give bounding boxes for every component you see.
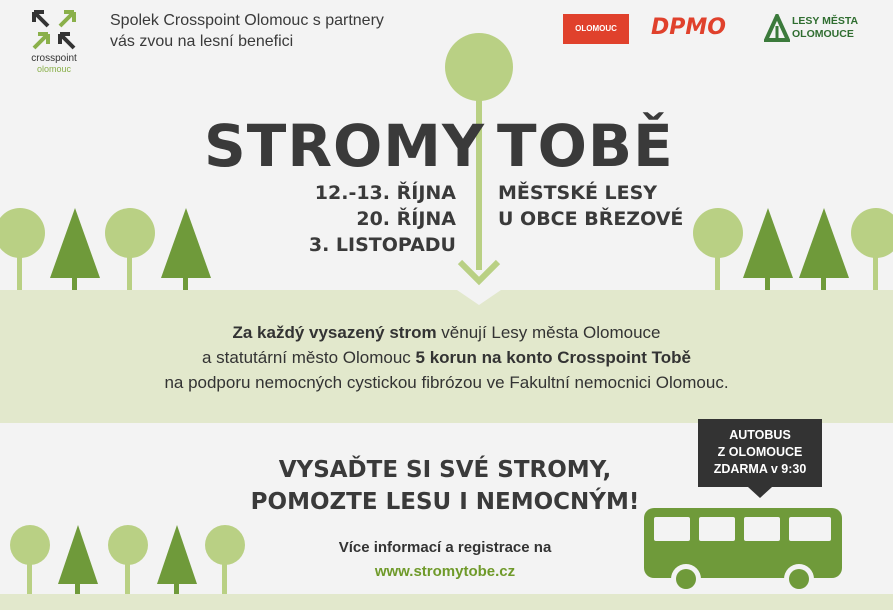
donation-bold2: 5 korun na konto Crosspoint Tobě [415,348,692,367]
website-link[interactable]: www.stromytobe.cz [374,563,516,580]
place-2: U OBCE BŘEZOVÉ [498,208,684,230]
donation-line2 [0,345,893,370]
crosspoint-logo [26,6,82,74]
crosspoint-arrows-icon [26,6,82,54]
dpmo-logo [651,15,726,40]
title-left: STROMY [204,112,486,180]
date-2: 20. ŘÍJNA [356,208,456,230]
bus-label [698,419,822,487]
cta-line1: VYSAĎTE SI SVÉ STROMY, [278,457,612,483]
date-1: 12.-13. ŘÍJNA [314,182,456,204]
dpmo-logo-label: DPMO [651,15,726,40]
lesy-line2: OLOMOUCE [792,28,854,40]
trees-upper-left [0,200,215,292]
lesy-logo [764,14,864,44]
intro-line1: Spolek Crosspoint Olomouc s partnery [110,12,384,29]
logo-sub: olomouc [36,64,72,74]
lesy-leaf-icon [764,14,790,42]
bus-line1: AUTOBUS [729,428,791,442]
olomouc-logo-label: OLOMOUC [575,24,617,33]
title-right: TOBĚ [497,112,674,180]
bus-line3: ZDARMA v 9:30 [713,462,807,476]
lesy-line1: LESY MĚSTA [792,15,859,27]
cta-line2: POMOZTE LESU I NEMOCNÝM! [250,489,640,515]
intro-line2: vás zvou na lesní benefici [110,33,294,50]
info-text: Více informací a registrace na [338,539,552,556]
info-block [260,536,630,584]
donation-line1 [0,320,893,345]
place-1: MĚSTSKÉ LESY [498,182,658,204]
intro-text [110,10,384,52]
bus-line2: Z OLOMOUCE [717,445,803,459]
logo-name: crosspoint [31,53,77,64]
donation-text2: a statutární město Olomouc [201,348,416,367]
event-place [498,180,683,232]
band-notch [457,290,501,306]
donation-text [0,320,893,395]
date-3: 3. LISTOPADU [308,234,456,256]
donation-bold1: Za každý vysazený strom [232,323,437,342]
olomouc-logo [563,14,629,44]
cta-heading [230,454,660,518]
trees-lower-left [0,520,250,596]
bus-icon [641,505,846,595]
donation-text1: věnují Lesy města Olomouce [436,323,661,342]
bus-label-pointer [748,487,772,499]
event-dates [309,180,456,258]
ground-strip [0,594,893,610]
trees-upper-right [690,200,893,292]
donation-line3: na podporu nemocných cystickou fibrózou ve Fakultní nemocnici Olomouc. [164,373,729,392]
